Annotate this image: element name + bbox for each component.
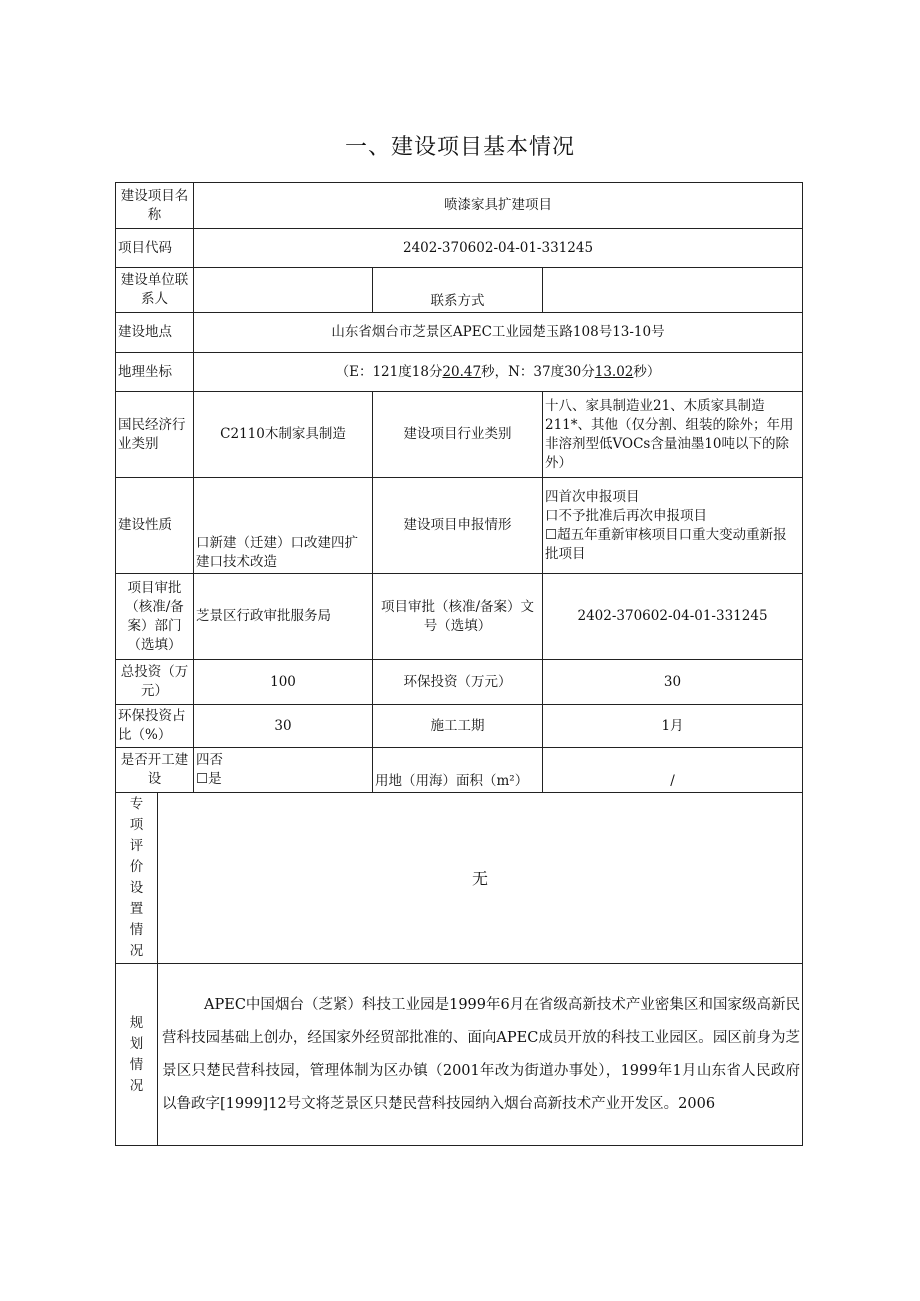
value-industry-category: C2110木制家具制造 bbox=[194, 392, 373, 478]
value-project-code: 2402-370602-04-01-331245 bbox=[194, 229, 803, 268]
value-coordinates bbox=[194, 353, 803, 392]
option-no: 四否 bbox=[196, 752, 223, 768]
value-approval-number: 2402-370602-04-01-331245 bbox=[543, 574, 803, 660]
coord-mid: 秒，N：37度30分 bbox=[481, 363, 595, 380]
row-special-eval bbox=[116, 793, 803, 964]
value-total-investment: 100 bbox=[194, 660, 373, 705]
coord-n-seconds: 13.02 bbox=[594, 363, 634, 380]
label-started: 是否开工建设 bbox=[116, 748, 194, 793]
row-project-code bbox=[116, 229, 803, 268]
option-reexamination: ☐超五年重新审核项目口重大变动重新报批项目 bbox=[545, 526, 787, 562]
label-project-name: 建设项目名称 bbox=[116, 183, 194, 229]
label-industry-category: 国民经济行业类别 bbox=[116, 392, 194, 478]
value-project-industry: 十八、家具制造业21、木质家具制造211*、其他（仅分割、组装的除外；年用非溶剂型低VOCs含量油墨10吨以下的除外） bbox=[543, 392, 803, 478]
row-planning bbox=[116, 964, 803, 1146]
value-env-investment: 30 bbox=[543, 660, 803, 705]
value-special-eval: 无 bbox=[158, 793, 803, 964]
row-coordinates bbox=[116, 353, 803, 392]
coord-prefix: （E：121度18分 bbox=[335, 363, 443, 380]
value-location: 山东省烟台市芝景区APEC工业园楚玉路108号13-10号 bbox=[194, 313, 803, 353]
coord-suffix: 秒） bbox=[633, 363, 661, 380]
row-contact bbox=[116, 268, 803, 313]
row-approval bbox=[116, 574, 803, 660]
label-contact-person: 建设单位联系人 bbox=[116, 268, 194, 313]
label-special-eval: 专项评价设置情况 bbox=[116, 793, 158, 964]
label-contact-method: 联系方式 bbox=[373, 268, 543, 313]
row-investment bbox=[116, 660, 803, 705]
label-total-investment: 总投资（万元） bbox=[116, 660, 194, 705]
value-application-status bbox=[543, 478, 803, 574]
label-env-ratio: 环保投资占比（%） bbox=[116, 705, 194, 748]
option-yes: ☐是 bbox=[196, 771, 222, 787]
row-nature bbox=[116, 478, 803, 574]
page-title: 一、建设项目基本情况 bbox=[344, 135, 575, 160]
project-info-table bbox=[115, 182, 803, 1146]
value-construction-period: 1月 bbox=[543, 705, 803, 748]
planning-paragraph: APEC中国烟台（芝紧）科技工业园是1999年6月在省级高新技术产业密集区和国家级高新民营科技园基础上创办，经国家外经贸部批准的、面向APEC成员开放的科技工业园区。园区前身为芝景区只楚民营科技园，管理体制为区办镇（2001年改为街道办事处），1999年1月山东省人民政府以鲁政字[1999]12号文将芝景区只楚民营科技园纳入烟台高新技术产业开发区。2006 bbox=[162, 996, 801, 1112]
value-approval-dept: 芝景区行政审批服务局 bbox=[194, 574, 373, 660]
value-contact-person bbox=[194, 268, 373, 313]
label-land-area: 用地（用海）面积（m²） bbox=[373, 748, 543, 793]
label-project-industry: 建设项目行业类别 bbox=[373, 392, 543, 478]
option-reapplication: 口不予批准后再次申报项目 bbox=[545, 507, 707, 524]
row-project-name bbox=[116, 183, 803, 229]
label-approval-number: 项目审批（核准/备案）文号（选填） bbox=[373, 574, 543, 660]
value-contact-method bbox=[543, 268, 803, 313]
label-planning: 规划情况 bbox=[116, 964, 158, 1146]
value-project-name: 喷漆家具扩建项目 bbox=[194, 183, 803, 229]
label-construction-period: 施工工期 bbox=[373, 705, 543, 748]
label-location: 建设地点 bbox=[116, 313, 194, 353]
value-construction-nature: 口新建（迁建）口改建四扩建口技术改造 bbox=[194, 478, 373, 574]
row-started bbox=[116, 748, 803, 793]
label-env-investment: 环保投资（万元） bbox=[373, 660, 543, 705]
label-project-code: 项目代码 bbox=[116, 229, 194, 268]
label-approval-dept: 项目审批（核准/备案）部门（选填） bbox=[116, 574, 194, 660]
row-env-ratio bbox=[116, 705, 803, 748]
row-location bbox=[116, 313, 803, 353]
value-land-area: / bbox=[543, 748, 803, 793]
value-env-ratio: 30 bbox=[194, 705, 373, 748]
option-first-application: 四首次申报项目 bbox=[545, 488, 640, 505]
coord-e-seconds: 20.47 bbox=[442, 363, 482, 380]
planning-text bbox=[158, 964, 803, 1146]
label-application-status: 建设项目申报情形 bbox=[373, 478, 543, 574]
value-started bbox=[194, 748, 373, 793]
label-construction-nature: 建设性质 bbox=[116, 478, 194, 574]
label-coordinates: 地理坐标 bbox=[116, 353, 194, 392]
row-industry bbox=[116, 392, 803, 478]
